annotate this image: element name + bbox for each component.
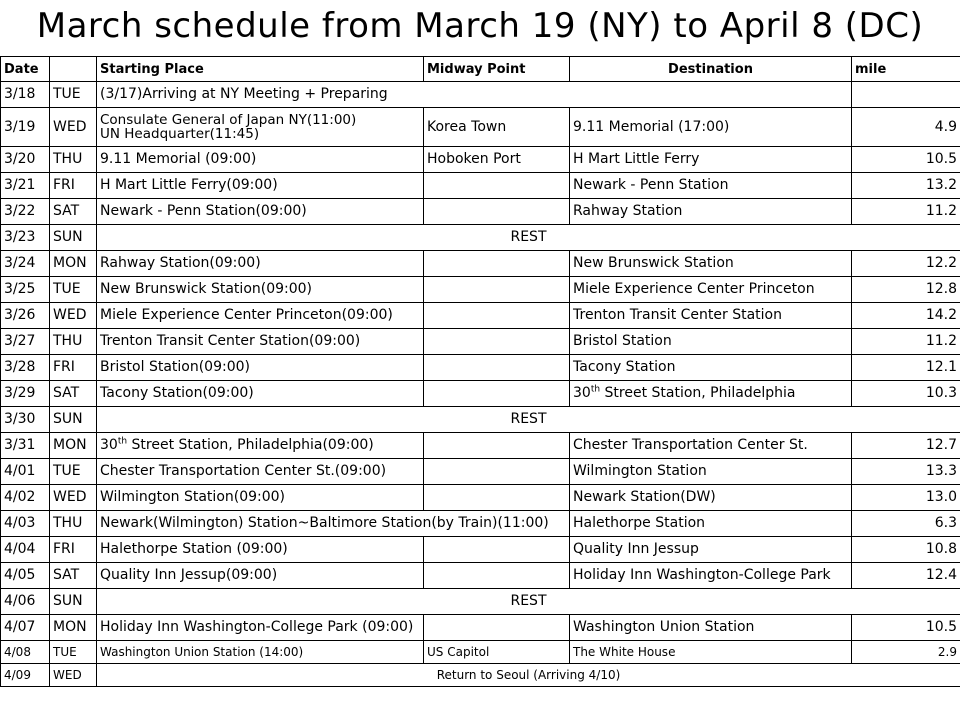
table-row [1, 108, 960, 147]
table-row [1, 355, 960, 381]
destination-cell: Wilmington Station [570, 459, 852, 485]
day-cell: WED [50, 303, 97, 329]
date-cell: 3/31 [1, 433, 50, 459]
start-cell [97, 433, 424, 459]
midway-cell [424, 199, 570, 225]
destination-cell: Newark - Penn Station [570, 173, 852, 199]
destination-cell [570, 381, 852, 407]
day-cell: SAT [50, 381, 97, 407]
schedule-table [0, 56, 960, 687]
table-row [1, 251, 960, 277]
date-cell: 4/03 [1, 511, 50, 537]
date-cell: 3/30 [1, 407, 50, 433]
destination-cell: New Brunswick Station [570, 251, 852, 277]
date-cell: 4/06 [1, 589, 50, 615]
table-row [1, 459, 960, 485]
midway-cell [424, 537, 570, 563]
midway-cell [424, 381, 570, 407]
mile-cell: 4.9 [852, 108, 960, 147]
midway-cell: Hoboken Port [424, 147, 570, 173]
midway-cell [424, 615, 570, 641]
midway-cell [424, 459, 570, 485]
destination-cell: Halethorpe Station [570, 511, 852, 537]
mile-cell: 12.8 [852, 277, 960, 303]
start-number: 30 [100, 437, 118, 453]
start-cell: 9.11 Memorial (09:00) [97, 147, 424, 173]
date-cell: 4/02 [1, 485, 50, 511]
destination-cell: Washington Union Station [570, 615, 852, 641]
start-cell: Wilmington Station(09:00) [97, 485, 424, 511]
day-cell: THU [50, 329, 97, 355]
date-cell: 3/20 [1, 147, 50, 173]
return-cell: Return to Seoul (Arriving 4/10) [97, 664, 960, 687]
day-cell: SUN [50, 407, 97, 433]
mile-cell: 2.9 [852, 641, 960, 664]
header-destination: Destination [570, 57, 852, 82]
date-cell: 3/24 [1, 251, 50, 277]
start-cell: Chester Transportation Center St.(09:00) [97, 459, 424, 485]
header-midway-point: Midway Point [424, 57, 570, 82]
start-cell: Washington Union Station (14:00) [97, 641, 424, 664]
start-cell: Newark - Penn Station(09:00) [97, 199, 424, 225]
mile-cell: 11.2 [852, 329, 960, 355]
destination-cell: Holiday Inn Washington-College Park [570, 563, 852, 589]
destination-cell: Bristol Station [570, 329, 852, 355]
dest-rest: Street Station, Philadelphia [600, 385, 796, 401]
date-cell: 4/07 [1, 615, 50, 641]
destination-cell: Chester Transportation Center St. [570, 433, 852, 459]
start-ordinal: th [117, 436, 128, 447]
day-cell: WED [50, 108, 97, 147]
day-cell: MON [50, 251, 97, 277]
start-cell [97, 108, 424, 147]
header-starting-place: Starting Place [97, 57, 424, 82]
date-cell: 4/01 [1, 459, 50, 485]
rest-cell: REST [97, 407, 960, 433]
start-cell: Newark(Wilmington) Station~Baltimore Station(by Train)(11:00) [97, 511, 570, 537]
start-cell: Bristol Station(09:00) [97, 355, 424, 381]
mile-cell: 6.3 [852, 511, 960, 537]
midway-cell [424, 173, 570, 199]
start-cell: Rahway Station(09:00) [97, 251, 424, 277]
mile-cell: 11.2 [852, 199, 960, 225]
midway-cell [424, 563, 570, 589]
start-line-1: Consulate General of Japan NY(11:00) [100, 112, 357, 128]
mile-cell: 10.5 [852, 147, 960, 173]
dest-number: 30 [573, 385, 591, 401]
day-cell: FRI [50, 355, 97, 381]
midway-cell [424, 251, 570, 277]
day-cell: SUN [50, 589, 97, 615]
date-cell: 3/18 [1, 82, 50, 108]
date-cell: 3/28 [1, 355, 50, 381]
table-row [1, 589, 960, 615]
table-row [1, 173, 960, 199]
date-cell: 3/23 [1, 225, 50, 251]
table-row [1, 147, 960, 173]
midway-cell [424, 277, 570, 303]
destination-cell: Quality Inn Jessup [570, 537, 852, 563]
day-cell: WED [50, 485, 97, 511]
start-cell: Tacony Station(09:00) [97, 381, 424, 407]
table-row [1, 433, 960, 459]
date-cell: 3/19 [1, 108, 50, 147]
table-row [1, 329, 960, 355]
table-row [1, 303, 960, 329]
day-cell: FRI [50, 173, 97, 199]
day-cell: SAT [50, 563, 97, 589]
date-cell: 4/08 [1, 641, 50, 664]
day-cell: TUE [50, 277, 97, 303]
mile-cell: 12.2 [852, 251, 960, 277]
day-cell: MON [50, 433, 97, 459]
table-row [1, 82, 960, 108]
page-title: March schedule from March 19 (NY) to April 8 (DC) [36, 6, 924, 46]
start-cell: Trenton Transit Center Station(09:00) [97, 329, 424, 355]
mile-cell: 12.1 [852, 355, 960, 381]
midway-cell [424, 355, 570, 381]
table-header-row [1, 57, 960, 82]
mile-cell: 13.3 [852, 459, 960, 485]
midway-cell [424, 433, 570, 459]
destination-cell: Newark Station(DW) [570, 485, 852, 511]
table-row [1, 563, 960, 589]
date-cell: 3/21 [1, 173, 50, 199]
date-cell: 4/09 [1, 664, 50, 687]
start-cell: Miele Experience Center Princeton(09:00) [97, 303, 424, 329]
mile-cell: 10.3 [852, 381, 960, 407]
day-cell: THU [50, 511, 97, 537]
day-cell: TUE [50, 82, 97, 108]
date-cell: 3/27 [1, 329, 50, 355]
rest-cell: REST [97, 225, 960, 251]
day-cell: TUE [50, 459, 97, 485]
mile-cell [852, 82, 960, 108]
midway-cell [424, 303, 570, 329]
day-cell: SUN [50, 225, 97, 251]
day-cell: TUE [50, 641, 97, 664]
table-row [1, 225, 960, 251]
table-row [1, 277, 960, 303]
date-cell: 3/29 [1, 381, 50, 407]
start-cell: Quality Inn Jessup(09:00) [97, 563, 424, 589]
mile-cell: 10.8 [852, 537, 960, 563]
midway-cell: US Capitol [424, 641, 570, 664]
date-cell: 4/04 [1, 537, 50, 563]
date-cell: 4/05 [1, 563, 50, 589]
date-cell: 3/26 [1, 303, 50, 329]
mile-cell: 12.7 [852, 433, 960, 459]
destination-cell: Tacony Station [570, 355, 852, 381]
mile-cell: 12.4 [852, 563, 960, 589]
mile-cell: 10.5 [852, 615, 960, 641]
dest-ordinal: th [590, 384, 601, 395]
day-cell: SAT [50, 199, 97, 225]
mile-cell: 13.0 [852, 485, 960, 511]
destination-cell: Trenton Transit Center Station [570, 303, 852, 329]
start-rest: Street Station, Philadelphia(09:00) [127, 437, 374, 453]
note-cell: (3/17)Arriving at NY Meeting + Preparing [97, 82, 852, 108]
table-row [1, 199, 960, 225]
table-row [1, 485, 960, 511]
rest-cell: REST [97, 589, 960, 615]
destination-cell: The White House [570, 641, 852, 664]
day-cell: THU [50, 147, 97, 173]
day-cell: MON [50, 615, 97, 641]
mile-cell: 13.2 [852, 173, 960, 199]
day-cell: FRI [50, 537, 97, 563]
destination-cell: 9.11 Memorial (17:00) [570, 108, 852, 147]
date-cell: 3/25 [1, 277, 50, 303]
destination-cell: Rahway Station [570, 199, 852, 225]
table-row [1, 615, 960, 641]
midway-cell [424, 329, 570, 355]
mile-cell: 14.2 [852, 303, 960, 329]
start-cell: New Brunswick Station(09:00) [97, 277, 424, 303]
start-cell: Halethorpe Station (09:00) [97, 537, 424, 563]
header-date: Date [1, 57, 50, 82]
start-cell: Holiday Inn Washington-College Park (09:00) [97, 615, 424, 641]
table-row [1, 537, 960, 563]
table-row [1, 407, 960, 433]
day-cell: WED [50, 664, 97, 687]
start-line-2: UN Headquarter(11:45) [100, 126, 260, 142]
date-cell: 3/22 [1, 199, 50, 225]
header-day [50, 57, 97, 82]
table-row [1, 664, 960, 687]
table-row [1, 511, 960, 537]
destination-cell: Miele Experience Center Princeton [570, 277, 852, 303]
midway-cell: Korea Town [424, 108, 570, 147]
table-row [1, 641, 960, 664]
midway-cell [424, 485, 570, 511]
table-row [1, 381, 960, 407]
destination-cell: H Mart Little Ferry [570, 147, 852, 173]
start-cell: H Mart Little Ferry(09:00) [97, 173, 424, 199]
header-mile: mile [852, 57, 960, 82]
